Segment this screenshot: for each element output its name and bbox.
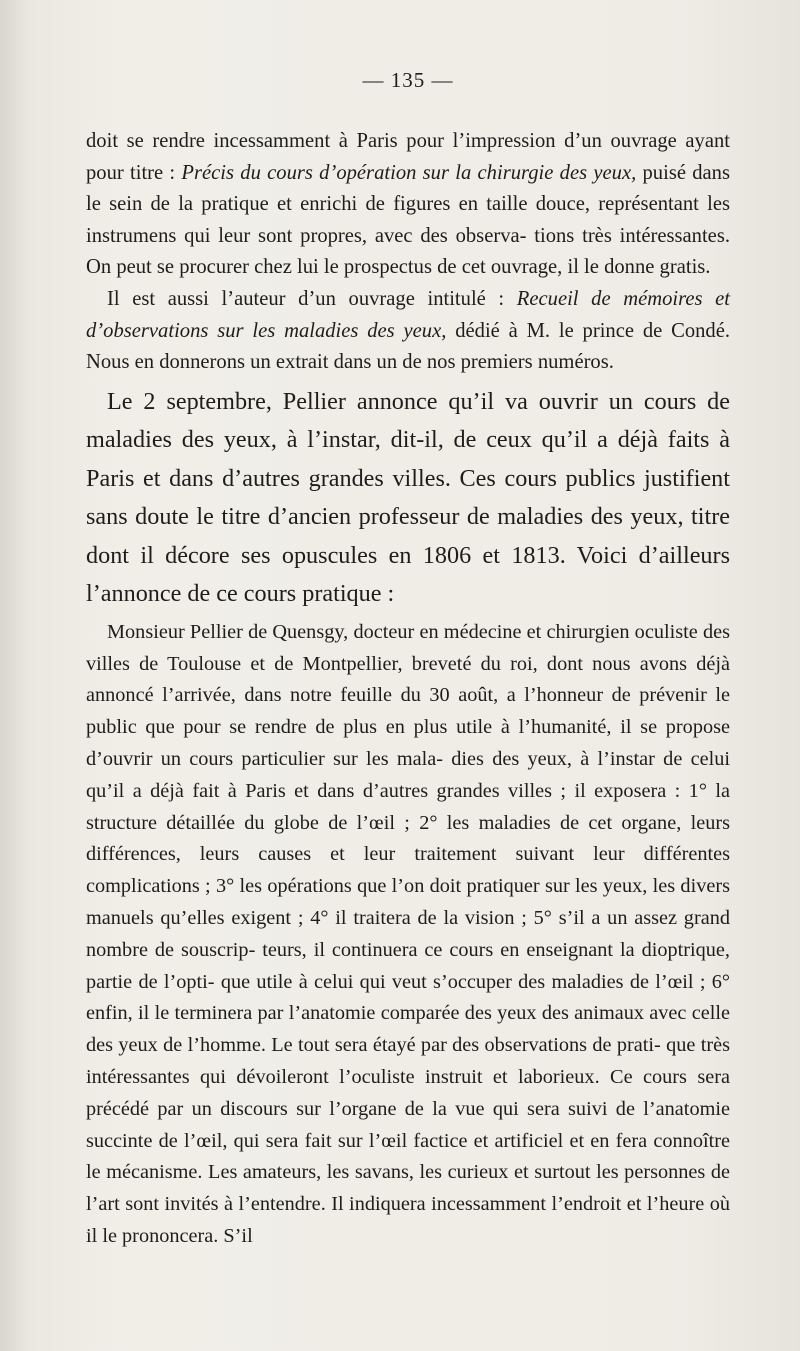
paragraph-1 xyxy=(86,126,730,284)
page-number: — 135 — xyxy=(362,68,454,92)
paragraph-1-book-title: Précis du cours d’opération sur la chirurgie des yeux, xyxy=(181,161,637,184)
paragraph-2 xyxy=(86,284,730,379)
paragraph-2-text-after: dédié à M. le prince de Condé. Nous en donnerons un extrait dans un de nos premiers numéros. xyxy=(86,319,730,374)
paragraph-3: Le 2 septembre, Pellier annonce qu’il va ouvrir un cours de maladies des yeux, à l’instar, dit-il, de ceux qu’il a déjà faits à Paris et dans d’autres grandes villes. Ces cours publics justifient sans doute le titre d’ancien professeur de maladies des yeux, titre dont il décore ses opuscules en 1806 et 1813. Voici d’ailleurs l’annonce de ce cours pratique : xyxy=(86,387,730,608)
paragraph-1-text-after: puisé dans le sein de la pratique et enrichi de figures en taille douce, représentant les instrumens qui leur sont propres, avec des observa- tions très intéressantes. On peut se procurer chez lui le prospectus de cet ouvrage, il le donne gratis. xyxy=(86,161,730,279)
paragraph-2-book-title: Recueil de mémoires et d’observations sur les maladies des yeux, xyxy=(86,287,730,342)
paragraph-2-text-before: Il est aussi l’auteur d’un ouvrage intitulé : xyxy=(107,287,517,310)
paragraph-4-announcement: Monsieur Pellier de Quensgy, docteur en médecine et chirurgien oculiste des villes de Toulouse et de Montpellier, breveté du roi, dont nous avons déjà annoncé l’arrivée, dans notre feuille du 30 août, a l’honneur de prévenir le public que pour se rendre de plus en plus utile à l’humanité, il se propose d’ouvrir un cours particulier sur les mala- dies des yeux, à l’instar de celui qu’il a déjà fait à Paris et dans d’autres grandes villes ; il exposera : 1° la structure détaillée du globe de l’œil ; 2° les maladies de cet organe, leurs différences, leurs causes et leur traitement suivant leur différentes complications ; 3° les opérations que l’on doit pratiquer sur les yeux, les divers manuels qu’elles exigent ; 4° il traitera de la vision ; 5° s’il a un assez grand nombre de souscrip- teurs, il continuera ce cours en enseignant la dioptrique, partie de l’opti- que utile à celui qui veut s’occuper des maladies de l’œil ; 6° enfin, il le terminera par l’anatomie comparée des yeux des animaux avec celle des yeux de l’homme. Le tout sera étayé par des observations de prati- que très intéressantes qui dévoileront l’oculiste instruit et laborieux. Ce cours sera précédé par un discours sur l’organe de la vue qui sera suivi de l’anatomie succinte de l’œil, qui sera fait sur l’œil factice et artificiel et en fera connoître le mécanisme. Les amateurs, les savans, les curieux et surtout les personnes de l’art sont invités à l’entendre. Il indiquera incessamment l’endroit et l’heure où il le prononcera. S’il xyxy=(86,620,730,1247)
paragraph-1-text-before: doit se rendre incessamment à Paris pour l’impression d’un ouvrage ayant pour titre : xyxy=(86,130,730,184)
